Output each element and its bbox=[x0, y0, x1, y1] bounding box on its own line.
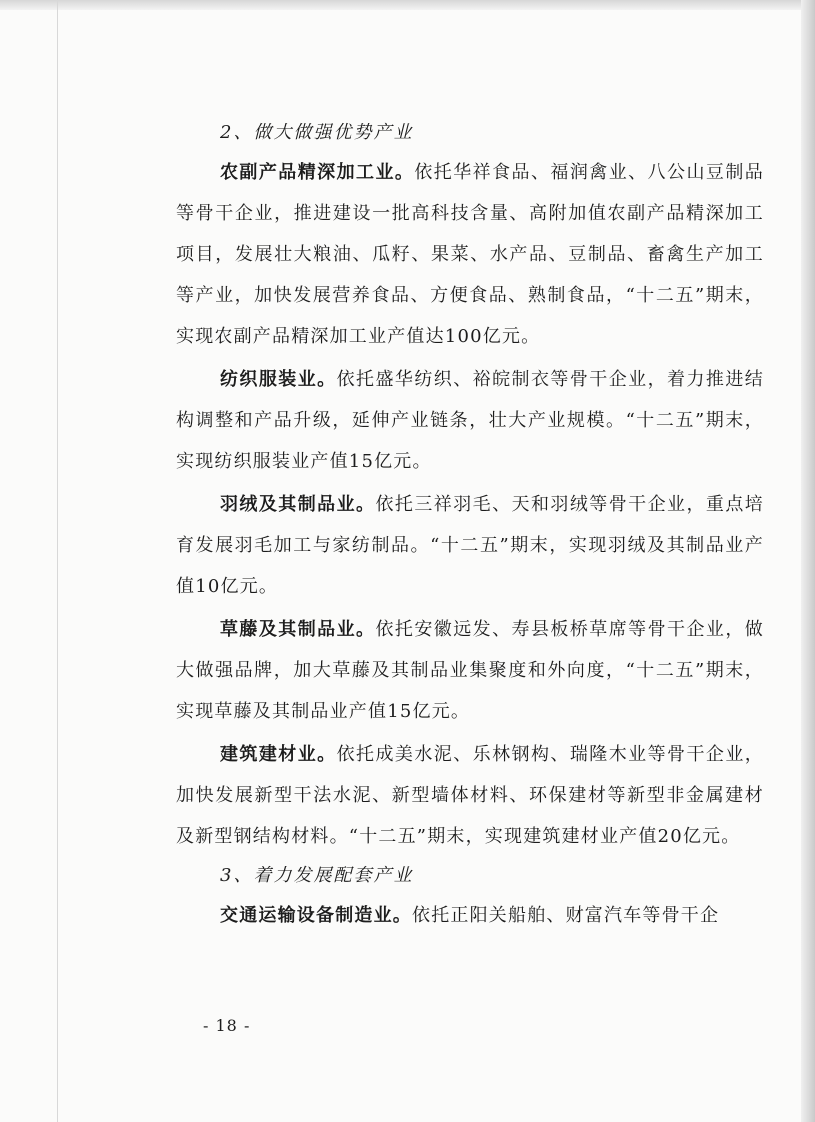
paragraph-body: 依托华祥食品、福润禽业、八公山豆制品等骨干企业，推进建设一批高科技含量、高附加值农副产品精深加工项目，发展壮大粮油、瓜籽、果菜、水产品、豆制品、畜禽生产加工等产业，加快发展营养食品、方便食品、熟制食品，“十二五”期末，实现农副产品精深加工业产值达100亿元。 bbox=[176, 162, 764, 347]
paragraph-body: 依托三祥羽毛、天和羽绒等骨干企业，重点培育发展羽毛加工与家纺制品。“十二五”期末，实现羽绒及其制品业产值10亿元。 bbox=[176, 494, 764, 597]
paragraph-body: 依托成美水泥、乐林钢构、瑞隆木业等骨干企业，加快发展新型干法水泥、新型墙体材料、环保建材等新型非金属建材及新型钢结构材料。“十二五”期末，实现建筑建材业产值20亿元。 bbox=[176, 744, 764, 847]
scan-left-border bbox=[57, 0, 58, 1122]
section-heading-3: 3、着力发展配套产业 bbox=[220, 865, 414, 886]
paragraph-down bbox=[176, 484, 764, 607]
section-heading-2: 2、做大做强优势产业 bbox=[220, 122, 414, 143]
paragraph-lead: 羽绒及其制品业。 bbox=[220, 494, 376, 515]
scan-right-edge bbox=[801, 0, 815, 1122]
paragraph-building-materials bbox=[176, 734, 764, 857]
scan-top-edge bbox=[0, 0, 815, 10]
paragraph-agri-processing bbox=[176, 152, 764, 357]
paragraph-transport-equipment bbox=[176, 895, 764, 936]
paragraph-lead: 农副产品精深加工业。 bbox=[220, 162, 415, 183]
paragraph-textile bbox=[176, 359, 764, 482]
paragraph-body: 依托安徽远发、寿县板桥草席等骨干企业，做大做强品牌，加大草藤及其制品业集聚度和外向度，“十二五”期末，实现草藤及其制品业产值15亿元。 bbox=[176, 619, 764, 722]
paragraph-lead: 建筑建材业。 bbox=[220, 744, 337, 765]
paragraph-lead: 草藤及其制品业。 bbox=[220, 619, 376, 640]
paragraph-rattan bbox=[176, 609, 764, 732]
paragraph-lead: 纺织服装业。 bbox=[220, 369, 337, 390]
paragraph-body: 依托盛华纺织、裕皖制衣等骨干企业，着力推进结构调整和产品升级，延伸产业链条，壮大产业规模。“十二五”期末，实现纺织服装业产值15亿元。 bbox=[176, 369, 764, 472]
paragraph-body: 依托正阳关船舶、财富汽车等骨干企 bbox=[412, 905, 720, 926]
page-content bbox=[176, 116, 764, 938]
paragraph-lead: 交通运输设备制造业。 bbox=[220, 905, 412, 926]
page-number: - 18 - bbox=[203, 1016, 251, 1035]
